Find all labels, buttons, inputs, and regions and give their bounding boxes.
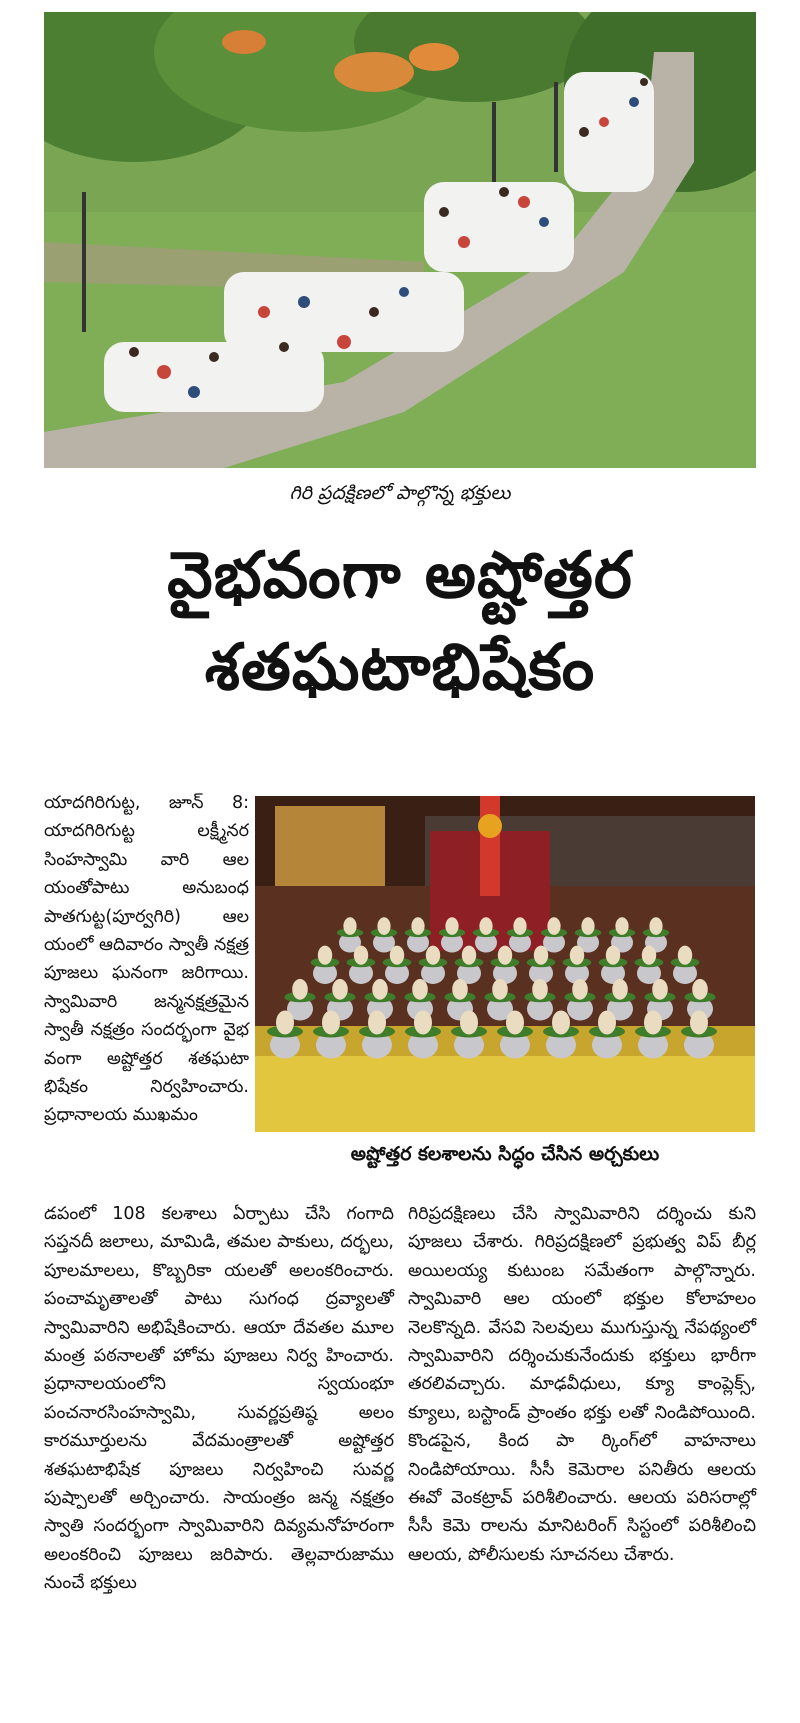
headline-line-2: శతఘటాభిషేకం [204, 631, 596, 705]
headline [0, 530, 800, 714]
procession-photo-caption: గిరి ప్రదక్షిణలో పాల్గొన్న భక్తులు [289, 482, 511, 504]
article-column-right [408, 1200, 756, 1569]
article-column-left-top [44, 789, 249, 1130]
article-paragraph: యాదగిరిగుట్ట, జూన్ 8: యాదగిరిగుట్ట లక్ష్మీనర సింహస్వామి వారి ఆల యంతోపాటు అనుబంధ పాతగుట్ట(పూర్వగిరి) ఆల యంలో ఆదివారం స్వాతీ నక్షత్ర పూజలు ఘనంగా జరిగాయి. స్వామివారి జన్మనక్షత్రమైన స్వాతీ నక్షత్రం సందర్భంగా వైభ వంగా అష్టోత్తర శతఘటా భిషేకం నిర్వహించారు. ప్రధానాలయ ముఖమం [44, 793, 249, 1126]
kalasams-photo [255, 796, 755, 1132]
procession-photo [44, 12, 756, 468]
headline-line-1: వైభవంగా అష్టోత్తర [167, 539, 633, 613]
article-paragraph: డపంలో 108 కలశాలు ఏర్పాటు చేసి గంగాది సప్తనదీ జలాలు, మామిడి, తమల పాకులు, దర్భలు, పూలమాలలు, కొబ్బరికా యలతో అలంకరించారు. పంచామృతాలతో పాటు సుగంధ ద్రవ్యాలతో స్వామివారిని అభిషేకించారు. ఆయా దేవతల మూల మంత్ర పఠనాలతో హోమ పూజలు నిర్వ హించారు. ప్రధానాలయంలోని స్వయంభూ పంచనారసింహస్వామి, సువర్ణప్రతిష్ఠ అలం కారమూర్తులను వేదమంత్రాలతో అష్టోత్తర శతఘటాభిషేక పూజలు నిర్వహించి సువర్ణ పుష్పాలతో అర్చించారు. సాయంత్రం జన్మ నక్షత్రం స్వాతి సందర్భంగా స్వామివారిని దివ్యమనోహరంగా అలంకరించి పూజలు జరిపారు. తెల్లవారుజాము నుంచే భక్తులు [44, 1204, 394, 1594]
kalasams-photo-caption: అష్టోత్తర కలశాలను సిద్ధం చేసిన అర్చకులు [350, 1143, 660, 1165]
article-paragraph: గిరిప్రదక్షిణలు చేసి స్వామివారిని దర్శించు కుని పూజలు చేశారు. గిరిప్రదక్షిణలో ప్రభుత్వ విప్ బీర్ల అయిలయ్య కుటుంబ సమేతంగా పాల్గొన్నారు. స్వామివారి ఆల యంలో భక్తుల కోలాహలం నెలకొన్నది. వేసవి సెలవులు ముగుస్తున్న నేపథ్యంలో స్వామివారిని దర్శించుకునేందుకు భక్తులు భారీగా తరలివచ్చారు. మాఢవీధులు, క్యూ కాంప్లెక్స్, క్యూలు, బస్టాండ్ ప్రాంతం భక్తు లతో నిండిపోయింది. కొండపైన, కింద పా ర్కింగ్‌లో వాహనాలు నిండిపోయాయి. సీసీ కెమెరాల పనితీరు ఆలయ ఈవో వెంకట్రావ్ పరిశీలించారు. ఆలయ పరిసరాల్లో సీసీ కెమె రాలను మానిటరింగ్ సిస్టంలో పరిశీలించి ఆలయ, పోలీసులకు సూచనలు చేశారు. [408, 1204, 756, 1565]
article-column-left-bottom [44, 1200, 394, 1598]
